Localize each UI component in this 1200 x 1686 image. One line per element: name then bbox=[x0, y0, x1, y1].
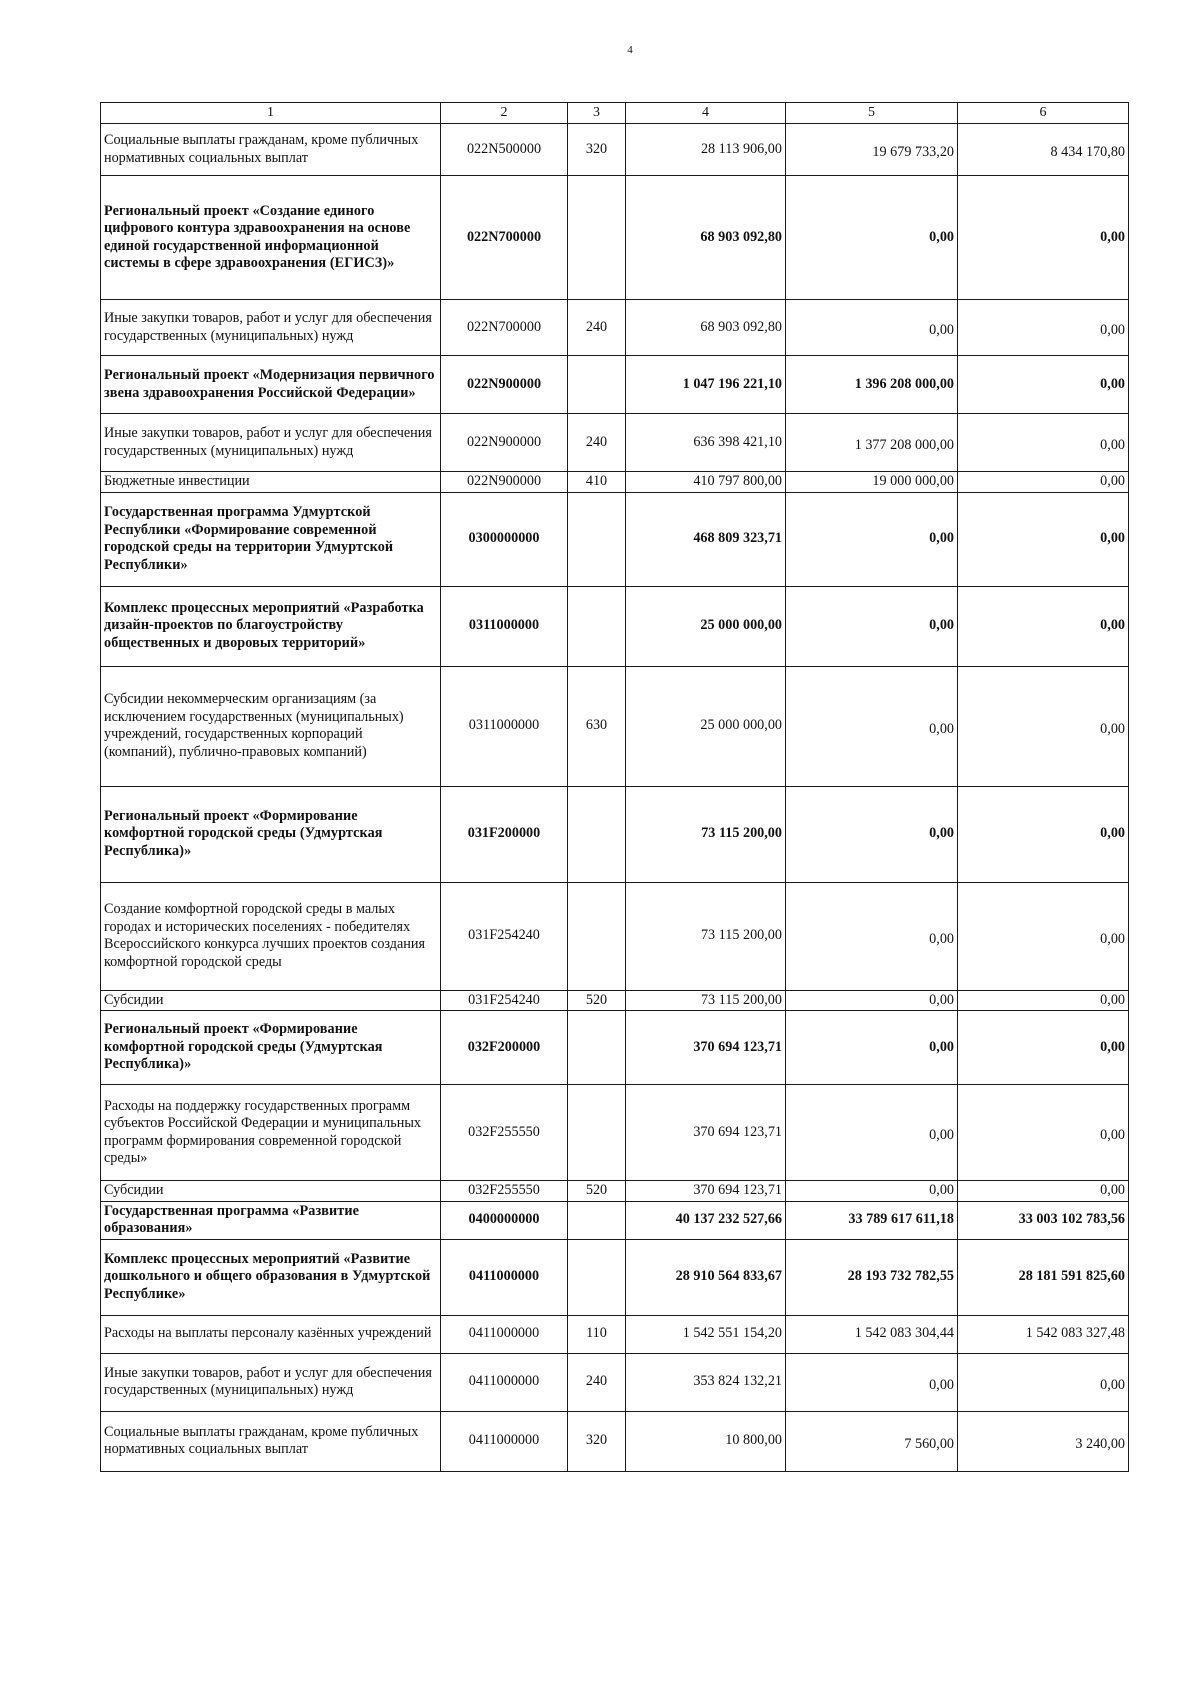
row-value-col5: 7 560,00 bbox=[786, 1411, 958, 1471]
row-code-cell: 0311000000 bbox=[441, 586, 568, 666]
row-value-col5: 0,00 bbox=[786, 1085, 958, 1181]
row-name-cell: Иные закупки товаров, работ и услуг для обеспечения государственных (муниципальных) нужд bbox=[101, 300, 441, 356]
row-code-cell: 0311000000 bbox=[441, 666, 568, 786]
row-value-col6: 0,00 bbox=[958, 472, 1129, 493]
row-value-col6: 0,00 bbox=[958, 176, 1129, 300]
row-value-col5: 0,00 bbox=[786, 1353, 958, 1411]
table-row bbox=[101, 586, 1129, 666]
row-value-col4: 28 113 906,00 bbox=[626, 124, 786, 176]
row-name-cell: Региональный проект «Формирование комфортной городской среды (Удмуртская Республика)» bbox=[101, 786, 441, 882]
row-name-cell: Комплекс процессных мероприятий «Разработка дизайн-проектов по благоустройству общественных и дворовых территорий» bbox=[101, 586, 441, 666]
row-value-col6: 0,00 bbox=[958, 786, 1129, 882]
table-row bbox=[101, 666, 1129, 786]
row-value-col4: 68 903 092,80 bbox=[626, 300, 786, 356]
row-code-cell: 031F254240 bbox=[441, 990, 568, 1011]
row-value-col5: 33 789 617 611,18 bbox=[786, 1201, 958, 1239]
table-row bbox=[101, 1011, 1129, 1085]
row-code-cell: 032F255550 bbox=[441, 1085, 568, 1181]
row-code-cell: 0400000000 bbox=[441, 1201, 568, 1239]
page-number: 4 bbox=[627, 44, 633, 56]
row-type-cell: 240 bbox=[568, 1353, 626, 1411]
row-type-cell: 520 bbox=[568, 1181, 626, 1202]
row-value-col6: 33 003 102 783,56 bbox=[958, 1201, 1129, 1239]
row-value-col4: 1 047 196 221,10 bbox=[626, 356, 786, 414]
row-value-col6: 0,00 bbox=[958, 1181, 1129, 1202]
row-value-col5: 0,00 bbox=[786, 176, 958, 300]
header-cell: 5 bbox=[786, 103, 958, 124]
row-value-col4: 468 809 323,71 bbox=[626, 492, 786, 586]
row-value-col5: 0,00 bbox=[786, 586, 958, 666]
row-value-col4: 73 115 200,00 bbox=[626, 882, 786, 990]
row-code-cell: 0411000000 bbox=[441, 1411, 568, 1471]
header-cell: 2 bbox=[441, 103, 568, 124]
header-cell: 6 bbox=[958, 103, 1129, 124]
row-value-col6: 0,00 bbox=[958, 414, 1129, 472]
row-value-col4: 370 694 123,71 bbox=[626, 1085, 786, 1181]
table-row bbox=[101, 990, 1129, 1011]
row-code-cell: 022N500000 bbox=[441, 124, 568, 176]
row-value-col6: 0,00 bbox=[958, 586, 1129, 666]
row-name-cell: Иные закупки товаров, работ и услуг для обеспечения государственных (муниципальных) нужд bbox=[101, 414, 441, 472]
row-value-col5: 0,00 bbox=[786, 882, 958, 990]
table-row bbox=[101, 1085, 1129, 1181]
row-name-cell: Социальные выплаты гражданам, кроме публичных нормативных социальных выплат bbox=[101, 1411, 441, 1471]
row-value-col5: 1 542 083 304,44 bbox=[786, 1315, 958, 1353]
row-code-cell: 0300000000 bbox=[441, 492, 568, 586]
table-row bbox=[101, 300, 1129, 356]
row-value-col4: 1 542 551 154,20 bbox=[626, 1315, 786, 1353]
row-code-cell: 022N900000 bbox=[441, 472, 568, 493]
table-row bbox=[101, 1353, 1129, 1411]
row-value-col5: 19 679 733,20 bbox=[786, 124, 958, 176]
row-type-cell: 410 bbox=[568, 472, 626, 493]
row-code-cell: 0411000000 bbox=[441, 1239, 568, 1315]
row-value-col6: 0,00 bbox=[958, 666, 1129, 786]
table-row bbox=[101, 1239, 1129, 1315]
table-row bbox=[101, 472, 1129, 493]
table-row bbox=[101, 1315, 1129, 1353]
row-type-cell bbox=[568, 586, 626, 666]
budget-table bbox=[100, 102, 1129, 1472]
row-name-cell: Расходы на выплаты персоналу казённых учреждений bbox=[101, 1315, 441, 1353]
table-row bbox=[101, 1181, 1129, 1202]
row-name-cell: Комплекс процессных мероприятий «Развитие дошкольного и общего образования в Удмуртской Республике» bbox=[101, 1239, 441, 1315]
row-name-cell: Субсидии bbox=[101, 990, 441, 1011]
row-value-col5: 0,00 bbox=[786, 990, 958, 1011]
row-code-cell: 032F200000 bbox=[441, 1011, 568, 1085]
row-value-col4: 40 137 232 527,66 bbox=[626, 1201, 786, 1239]
row-value-col5: 0,00 bbox=[786, 492, 958, 586]
row-name-cell: Региональный проект «Формирование комфортной городской среды (Удмуртская Республика)» bbox=[101, 1011, 441, 1085]
row-value-col4: 370 694 123,71 bbox=[626, 1181, 786, 1202]
row-name-cell: Бюджетные инвестиции bbox=[101, 472, 441, 493]
row-value-col5: 0,00 bbox=[786, 1181, 958, 1202]
row-value-col4: 10 800,00 bbox=[626, 1411, 786, 1471]
row-type-cell: 630 bbox=[568, 666, 626, 786]
row-name-cell: Региональный проект «Создание единого цифрового контура здравоохранения на основе единой государственной информационной системы в сфере здравоохранения (ЕГИСЗ)» bbox=[101, 176, 441, 300]
row-value-col6: 0,00 bbox=[958, 356, 1129, 414]
table-row bbox=[101, 882, 1129, 990]
row-name-cell: Социальные выплаты гражданам, кроме публичных нормативных социальных выплат bbox=[101, 124, 441, 176]
row-type-cell bbox=[568, 1239, 626, 1315]
row-type-cell bbox=[568, 882, 626, 990]
row-type-cell bbox=[568, 786, 626, 882]
row-type-cell bbox=[568, 1085, 626, 1181]
table-row bbox=[101, 176, 1129, 300]
row-type-cell bbox=[568, 1201, 626, 1239]
row-value-col5: 19 000 000,00 bbox=[786, 472, 958, 493]
row-type-cell: 110 bbox=[568, 1315, 626, 1353]
table-row bbox=[101, 124, 1129, 176]
table-row bbox=[101, 414, 1129, 472]
row-code-cell: 032F255550 bbox=[441, 1181, 568, 1202]
row-type-cell bbox=[568, 356, 626, 414]
row-value-col6: 0,00 bbox=[958, 1011, 1129, 1085]
row-value-col5: 28 193 732 782,55 bbox=[786, 1239, 958, 1315]
header-cell: 3 bbox=[568, 103, 626, 124]
row-value-col5: 0,00 bbox=[786, 300, 958, 356]
row-code-cell: 022N900000 bbox=[441, 356, 568, 414]
row-type-cell bbox=[568, 176, 626, 300]
header-cell: 4 bbox=[626, 103, 786, 124]
row-value-col5: 1 396 208 000,00 bbox=[786, 356, 958, 414]
row-type-cell: 520 bbox=[568, 990, 626, 1011]
row-value-col6: 0,00 bbox=[958, 1353, 1129, 1411]
row-value-col4: 410 797 800,00 bbox=[626, 472, 786, 493]
header-cell: 1 bbox=[101, 103, 441, 124]
row-type-cell bbox=[568, 492, 626, 586]
row-name-cell: Государственная программа «Развитие образования» bbox=[101, 1201, 441, 1239]
row-value-col6: 0,00 bbox=[958, 1085, 1129, 1181]
row-value-col4: 370 694 123,71 bbox=[626, 1011, 786, 1085]
row-value-col6: 0,00 bbox=[958, 492, 1129, 586]
row-value-col5: 0,00 bbox=[786, 786, 958, 882]
row-name-cell: Расходы на поддержку государственных программ субъектов Российской Федерации и муниципальных программ формирования современной городской среды» bbox=[101, 1085, 441, 1181]
table-row bbox=[101, 492, 1129, 586]
table-row bbox=[101, 786, 1129, 882]
row-value-col6: 3 240,00 bbox=[958, 1411, 1129, 1471]
row-value-col6: 1 542 083 327,48 bbox=[958, 1315, 1129, 1353]
row-value-col4: 28 910 564 833,67 bbox=[626, 1239, 786, 1315]
row-type-cell: 240 bbox=[568, 300, 626, 356]
row-name-cell: Субсидии некоммерческим организациям (за исключением государственных (муниципальных) учреждений, государственных корпораций (компаний), публично-правовых компаний) bbox=[101, 666, 441, 786]
row-value-col4: 73 115 200,00 bbox=[626, 786, 786, 882]
row-name-cell: Иные закупки товаров, работ и услуг для обеспечения государственных (муниципальных) нужд bbox=[101, 1353, 441, 1411]
row-value-col4: 73 115 200,00 bbox=[626, 990, 786, 1011]
row-code-cell: 031F254240 bbox=[441, 882, 568, 990]
row-name-cell: Государственная программа Удмуртской Республики «Формирование современной городской среды на территории Удмуртской Республики» bbox=[101, 492, 441, 586]
row-value-col4: 25 000 000,00 bbox=[626, 586, 786, 666]
table-row bbox=[101, 356, 1129, 414]
row-value-col6: 0,00 bbox=[958, 882, 1129, 990]
table-row bbox=[101, 1201, 1129, 1239]
header-row bbox=[101, 103, 1129, 124]
row-value-col4: 636 398 421,10 bbox=[626, 414, 786, 472]
row-code-cell: 0411000000 bbox=[441, 1353, 568, 1411]
row-value-col6: 0,00 bbox=[958, 300, 1129, 356]
row-code-cell: 022N900000 bbox=[441, 414, 568, 472]
row-type-cell: 320 bbox=[568, 124, 626, 176]
row-code-cell: 031F200000 bbox=[441, 786, 568, 882]
row-value-col4: 353 824 132,21 bbox=[626, 1353, 786, 1411]
row-value-col6: 8 434 170,80 bbox=[958, 124, 1129, 176]
row-type-cell: 240 bbox=[568, 414, 626, 472]
row-value-col5: 0,00 bbox=[786, 1011, 958, 1085]
row-value-col6: 28 181 591 825,60 bbox=[958, 1239, 1129, 1315]
row-value-col6: 0,00 bbox=[958, 990, 1129, 1011]
row-value-col5: 0,00 bbox=[786, 666, 958, 786]
table-row bbox=[101, 1411, 1129, 1471]
row-name-cell: Субсидии bbox=[101, 1181, 441, 1202]
row-code-cell: 022N700000 bbox=[441, 176, 568, 300]
row-value-col5: 1 377 208 000,00 bbox=[786, 414, 958, 472]
row-type-cell: 320 bbox=[568, 1411, 626, 1471]
row-code-cell: 022N700000 bbox=[441, 300, 568, 356]
row-value-col4: 68 903 092,80 bbox=[626, 176, 786, 300]
row-name-cell: Создание комфортной городской среды в малых городах и исторических поселениях - победителях Всероссийского конкурса лучших проектов создания комфортной городской среды bbox=[101, 882, 441, 990]
row-code-cell: 0411000000 bbox=[441, 1315, 568, 1353]
row-type-cell bbox=[568, 1011, 626, 1085]
row-value-col4: 25 000 000,00 bbox=[626, 666, 786, 786]
row-name-cell: Региональный проект «Модернизация первичного звена здравоохранения Российской Федерации» bbox=[101, 356, 441, 414]
